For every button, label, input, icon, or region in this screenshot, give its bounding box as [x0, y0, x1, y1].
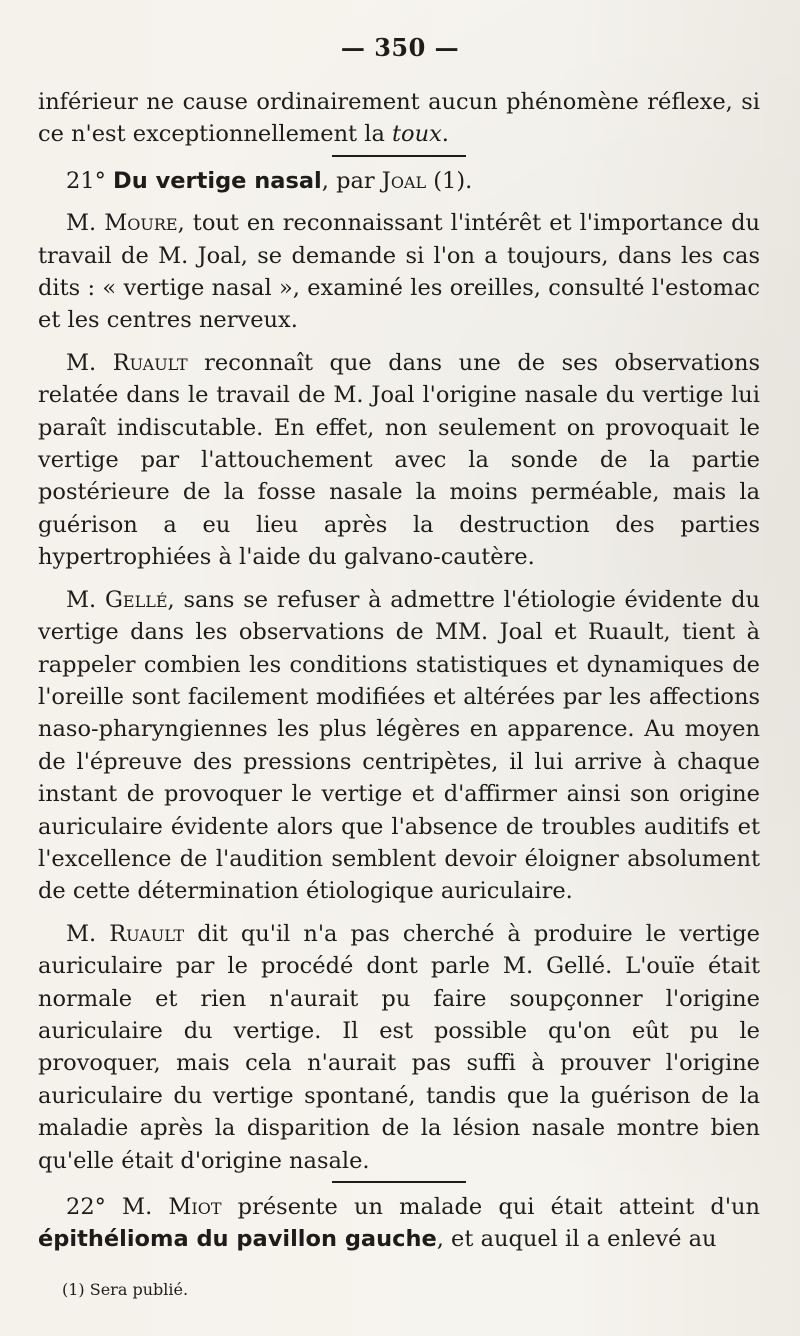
section-title: Du vertige nasal	[113, 167, 322, 194]
section-separator	[332, 1181, 466, 1183]
paragraph-ruault: M. Ruault reconnaît que dans une de ses observations relatée dans le travail de M. Joal l'origine nasale du vertige lui paraît indiscutable. En effet, non seulement on provoquait le vertige par l'attouchement avec la sonde de la partie postérieure de la fosse nasale la moins perméable, mais la guérison a eu lieu après la destruction des parties hypertrophiées à l'aide du galvano-cautère.	[38, 349, 761, 571]
author-name: Joal	[381, 167, 427, 194]
speaker-name: Gellé	[104, 586, 168, 613]
bold-term: épithélioma du pavillon gauche	[38, 1226, 437, 1253]
paragraph-miot: 22° M. Miot présente un malade qui était atteint d'un épithélioma du pavillon gauche, et auquel il a enlevé au	[38, 1194, 761, 1253]
paragraph-continuation: inférieur ne cause ordinairement aucun phénomène réflexe, si ce n'est exceptionnellement la toux.	[38, 89, 760, 148]
emphasis-toux: toux	[392, 121, 442, 148]
speaker-name: Ruault	[109, 920, 185, 947]
speaker-name: Ruault	[112, 349, 188, 376]
section-heading-vertige-nasal: 21° Du vertige nasal, par Joal (1).	[66, 167, 473, 194]
paragraph-ruault-reply: M. Ruault dit qu'il n'a pas cherché à produire le vertige auriculaire par le procédé dont parle M. Gellé. L'ouïe était normale et rien n'aurait pu faire soupçonner l'origine auriculaire du vertige. Il est possible qu'on eût pu le provoquer, mais cela n'aurait pas suffi à prouver l'origine auriculaire du vertige spontané, tandis que la guérison de la maladie après la disparition de la lésion nasale montre bien qu'elle était d'origine nasale.	[38, 920, 761, 1174]
page-number: — 350 —	[340, 33, 460, 62]
body-text	[38, 86, 760, 1256]
paragraph-moure: M. Moure, tout en reconnaissant l'intérêt et l'importance du travail de M. Joal, se demande si l'on a toujours, dans les cas dits : « vertige nasal », examiné les oreilles, consulté l'estomac et les centres nerveux.	[38, 210, 760, 334]
speaker-name: Moure	[104, 210, 178, 237]
footnote: (1) Sera publié.	[62, 1280, 189, 1299]
paragraph-gelle: M. Gellé, sans se refuser à admettre l'étiologie évidente du vertige dans les observations de MM. Joal et Ruault, tient à rappeler combien les conditions statistiques et dynamiques de l'oreille sont facilement modifiées et altérées par les affections naso-pharyngiennes les plus légères en apparence. Au moyen de l'épreuve des pressions centripètes, il lui arrive à chaque instant de provoquer le vertige et d'affirmer ainsi son origine auriculaire évidente alors que l'absence de troubles auditifs et l'excellence de l'audition semblent devoir éloigner absolument de cette détermination étiologique auriculaire.	[38, 586, 760, 905]
speaker-name: Miot	[168, 1194, 222, 1220]
section-separator	[332, 155, 466, 157]
